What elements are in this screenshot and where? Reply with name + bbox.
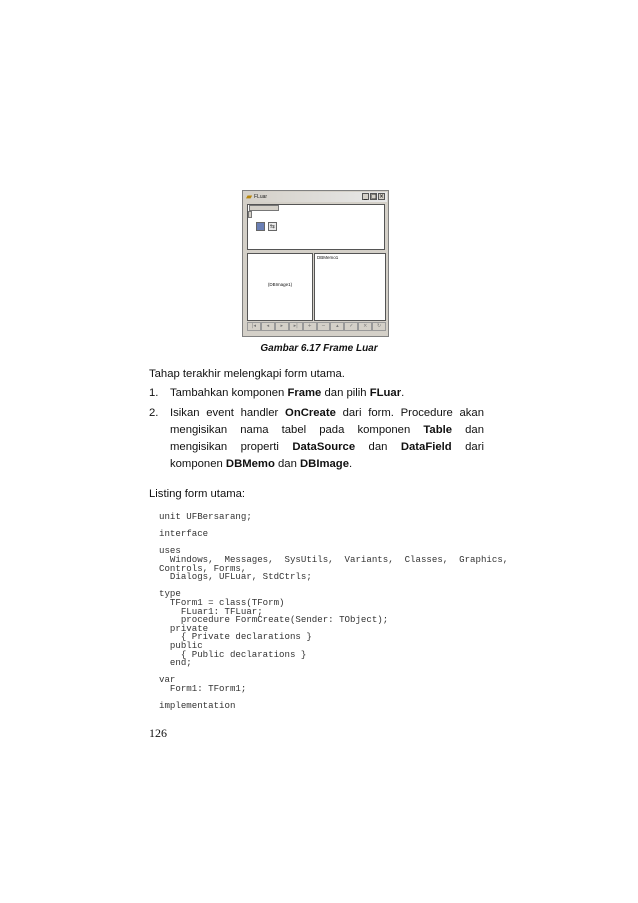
frame-panel	[247, 204, 385, 250]
step-text: Isikan event handler OnCreate dari form. Procedure akan mengisikan nama tabel pada komponen Table dan mengisikan properti DataSource dan DataField dari komponen DBMemo dan DBImage.	[170, 407, 484, 470]
figure-caption: Gambar 6.17 Frame Luar	[260, 343, 378, 354]
dbmemo-box	[314, 253, 386, 321]
nav-post-icon: ✓	[344, 322, 358, 331]
table-component-icon	[256, 222, 265, 231]
step-2	[149, 405, 484, 473]
dbimage-box	[247, 253, 313, 321]
nav-edit-icon: ▴	[330, 322, 344, 331]
nav-next-icon: ▸	[275, 322, 289, 331]
frame-sidebar	[248, 211, 252, 218]
minimize-icon: _	[364, 193, 367, 200]
window-titlebar	[244, 192, 387, 202]
db-navigator	[247, 322, 386, 332]
code-listing: unit UFBersarang; interface uses Windows, Messages, SysUtils, Variants, Classes, Graphics, Controls, Forms, Dialogs, UFLuar, StdCtrls; type TForm1 = class(TForm) FLuar1: TFLuar; procedure FormCreate(Sender: TObject); private { Private declarations } public { Public declarations } end; var Form1: TForm1; implementation	[159, 511, 509, 712]
step-text: Tambahkan komponen Frame dan pilih FLuar.	[170, 387, 405, 399]
nav-first-icon: |◂	[247, 322, 261, 331]
delphi-form-icon: ▰	[246, 192, 253, 201]
maximize-icon: □	[371, 193, 377, 200]
nav-last-icon: ▸|	[289, 322, 303, 331]
nav-delete-icon: −	[317, 322, 331, 331]
frame-tab	[249, 205, 279, 211]
dbimage-label: (DBImage1)	[267, 282, 293, 287]
step-1	[149, 385, 484, 402]
datasource-component-icon: ⇆	[269, 223, 276, 230]
close-icon: ×	[379, 193, 385, 200]
step-number: 2.	[149, 407, 159, 419]
nav-prior-icon: ◂	[261, 322, 275, 331]
fluar-window-figure	[242, 190, 389, 337]
nav-cancel-icon: ×	[358, 322, 372, 331]
listing-heading: Listing form utama:	[149, 488, 246, 500]
nav-refresh-icon: ↻	[372, 322, 386, 331]
nav-insert-icon: +	[303, 322, 317, 331]
step-number: 1.	[149, 387, 159, 399]
intro-paragraph: Tahap terakhir melengkapi form utama.	[149, 368, 345, 380]
window-title: FLuar	[254, 194, 268, 200]
page-number: 126	[149, 726, 167, 740]
dbmemo-label: DBMemo1	[317, 255, 339, 260]
